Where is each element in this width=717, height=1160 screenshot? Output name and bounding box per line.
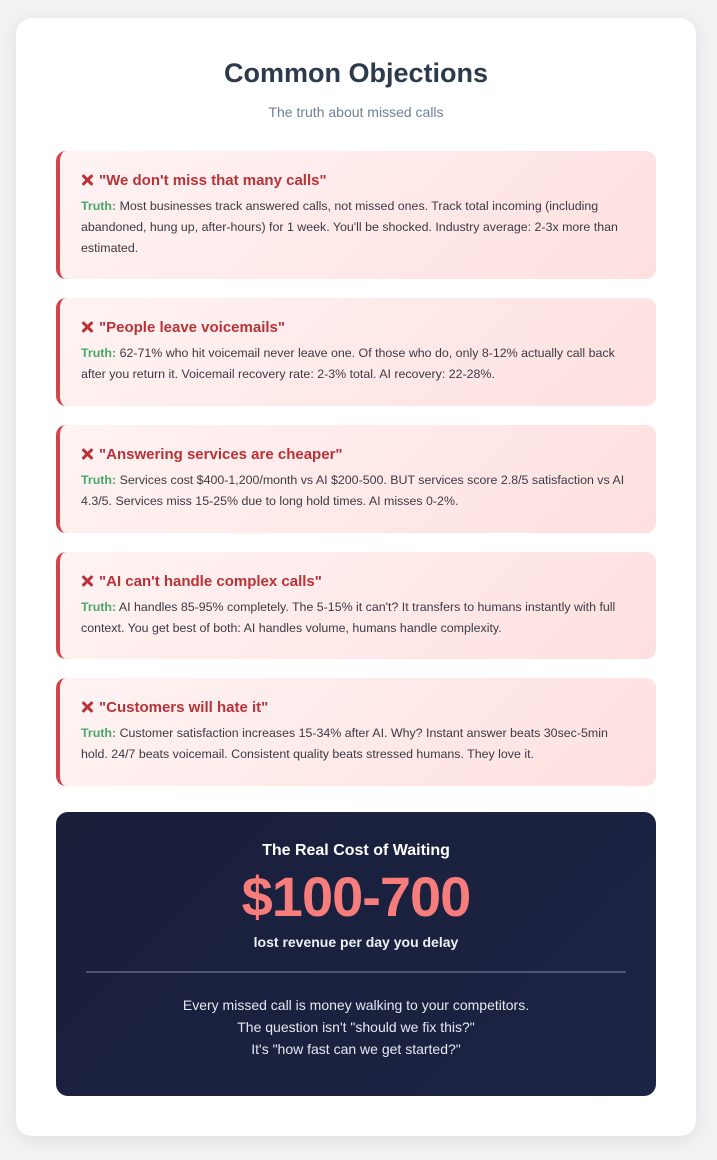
cost-message	[56, 994, 656, 1060]
cost-message-line: The question isn't "should we fix this?"	[237, 1019, 475, 1035]
objection-body	[81, 597, 632, 639]
objection-title-text: "Customers will hate it"	[99, 698, 269, 716]
objection-body-text: Services cost $400-1,200/month vs AI $200-500. BUT services score 2.8/5 satisfaction vs AI 4.3/5. Services miss 15-25% due to long hold times. AI misses 0-2%.	[81, 473, 625, 508]
objection-card	[56, 678, 656, 786]
objection-title	[81, 316, 632, 338]
objection-card	[56, 151, 656, 279]
objection-body-text: 62-71% who hit voicemail never leave one. Of those who do, only 8-12% actually call back after you return it. Voicemail recovery rate: 2-3% total. AI recovery: 22-28%.	[81, 346, 615, 381]
cost-caption: lost revenue per day you delay	[253, 934, 459, 950]
objection-title-text: "We don't miss that many calls"	[99, 171, 327, 189]
objections-card	[16, 18, 696, 1136]
objection-card	[56, 425, 656, 533]
x-mark-icon	[81, 448, 93, 460]
cost-heading: The Real Cost of Waiting	[262, 842, 450, 859]
cost-message-line: It's "how fast can we get started?"	[251, 1041, 461, 1057]
divider	[86, 971, 626, 973]
truth-label: Truth:	[81, 600, 117, 614]
truth-label: Truth:	[81, 346, 117, 360]
objection-title-text: "Answering services are cheaper"	[99, 445, 343, 463]
objection-title-text: "People leave voicemails"	[99, 318, 285, 336]
x-mark-icon	[81, 701, 93, 713]
objection-title-text: "AI can't handle complex calls"	[99, 572, 322, 590]
objection-body	[81, 196, 632, 259]
cost-message-line: Every missed call is money walking to your competitors.	[182, 997, 530, 1013]
x-mark-icon	[81, 321, 93, 333]
truth-label: Truth:	[81, 199, 117, 213]
objection-title	[81, 570, 632, 592]
objection-body-text: Most businesses track answered calls, not missed ones. Track total incoming (including abandoned, hung up, after-hours) for 1 week. You'll be shocked. Industry average: 2-3x more than estimated.	[81, 199, 618, 255]
truth-label: Truth:	[81, 473, 117, 487]
objection-card	[56, 552, 656, 659]
cost-of-waiting-panel	[56, 812, 656, 1096]
objection-title	[81, 443, 632, 465]
objection-card	[56, 298, 656, 406]
truth-label: Truth:	[81, 726, 117, 740]
x-mark-icon	[81, 174, 93, 186]
objection-body	[81, 470, 632, 512]
objection-body-text: Customer satisfaction increases 15-34% after AI. Why? Instant answer beats 30sec-5min hold. 24/7 beats voicemail. Consistent quality beats stressed humans. They love it.	[81, 726, 608, 761]
objection-title	[81, 169, 632, 191]
x-mark-icon	[81, 575, 93, 587]
objection-title	[81, 696, 632, 718]
cost-amount: $100-700	[241, 865, 471, 928]
page-title: Common Objections	[223, 58, 488, 88]
objection-body	[81, 343, 632, 385]
page-subtitle: The truth about missed calls	[268, 104, 444, 120]
objection-body	[81, 723, 632, 765]
objection-body-text: AI handles 85-95% completely. The 5-15% it can't? It transfers to humans instantly with full context. You get best of both: AI handles volume, humans handle complexity.	[81, 600, 616, 635]
